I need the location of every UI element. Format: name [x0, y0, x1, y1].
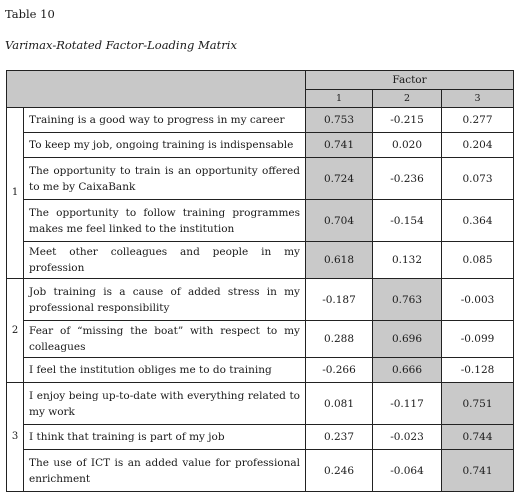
- loading-value: 0.751: [442, 383, 514, 425]
- loading-value: 0.288: [306, 321, 373, 358]
- item-text: I think that training is part of my job: [24, 425, 306, 450]
- loading-value: 0.081: [306, 383, 373, 425]
- factor-header: Factor: [306, 71, 514, 90]
- loading-value: 0.744: [442, 425, 514, 450]
- item-text: Fear of “missing the boat” with respect to my colleagues: [24, 321, 306, 358]
- loading-value: 0.724: [306, 158, 373, 200]
- table-row: [7, 383, 514, 425]
- item-text: To keep my job, ongoing training is indispensable: [24, 133, 306, 158]
- loading-value: 0.085: [442, 242, 514, 279]
- loading-value: 0.073: [442, 158, 514, 200]
- loading-value: 0.237: [306, 425, 373, 450]
- item-text: The opportunity to train is an opportunity offered to me by CaixaBank: [24, 158, 306, 200]
- table-row: [7, 279, 514, 321]
- table-row: [7, 450, 514, 492]
- group-label-3: 3: [7, 383, 24, 492]
- factor-number-2: 2: [373, 90, 442, 108]
- item-text: The use of ICT is an added value for professional enrichment: [24, 450, 306, 492]
- table-title: Varimax-Rotated Factor-Loading Matrix: [5, 38, 237, 52]
- loading-value: -0.099: [442, 321, 514, 358]
- group-label-1: 1: [7, 108, 24, 279]
- table-row: [7, 108, 514, 133]
- loading-value: 0.246: [306, 450, 373, 492]
- table-row: [7, 133, 514, 158]
- loading-value: 0.666: [373, 358, 442, 383]
- loading-value: 0.753: [306, 108, 373, 133]
- table-number: Table 10: [5, 7, 55, 21]
- item-text: Job training is a cause of added stress in my professional responsibility: [24, 279, 306, 321]
- item-text: I feel the institution obliges me to do training: [24, 358, 306, 383]
- loading-value: 0.020: [373, 133, 442, 158]
- loading-value: 0.741: [442, 450, 514, 492]
- loading-value: -0.154: [373, 200, 442, 242]
- loading-value: 0.132: [373, 242, 442, 279]
- loading-value: 0.741: [306, 133, 373, 158]
- table-row: [7, 158, 514, 200]
- loading-value: 0.696: [373, 321, 442, 358]
- factor-number-3: 3: [442, 90, 514, 108]
- loading-value: 0.704: [306, 200, 373, 242]
- loading-value: -0.023: [373, 425, 442, 450]
- table-row: [7, 321, 514, 358]
- loading-value: -0.117: [373, 383, 442, 425]
- table-row: [7, 242, 514, 279]
- factor-loading-table: [6, 70, 514, 492]
- table-row: [7, 425, 514, 450]
- loading-value: -0.187: [306, 279, 373, 321]
- header-blank-cell: [7, 71, 306, 108]
- loading-value: 0.277: [442, 108, 514, 133]
- factor-number-1: 1: [306, 90, 373, 108]
- table-row: [7, 358, 514, 383]
- loading-value: -0.266: [306, 358, 373, 383]
- item-text: The opportunity to follow training programmes makes me feel linked to the institution: [24, 200, 306, 242]
- table-row: [7, 200, 514, 242]
- header-row-factor: [7, 71, 514, 90]
- loading-value: -0.215: [373, 108, 442, 133]
- group-label-2: 2: [7, 279, 24, 383]
- loading-value: 0.364: [442, 200, 514, 242]
- loading-value: -0.064: [373, 450, 442, 492]
- item-text: Meet other colleagues and people in my profession: [24, 242, 306, 279]
- loading-value: 0.204: [442, 133, 514, 158]
- loading-value: -0.003: [442, 279, 514, 321]
- loading-value: -0.236: [373, 158, 442, 200]
- loading-value: 0.618: [306, 242, 373, 279]
- loading-value: 0.763: [373, 279, 442, 321]
- loading-value: -0.128: [442, 358, 514, 383]
- item-text: I enjoy being up-to-date with everything related to my work: [24, 383, 306, 425]
- item-text: Training is a good way to progress in my career: [24, 108, 306, 133]
